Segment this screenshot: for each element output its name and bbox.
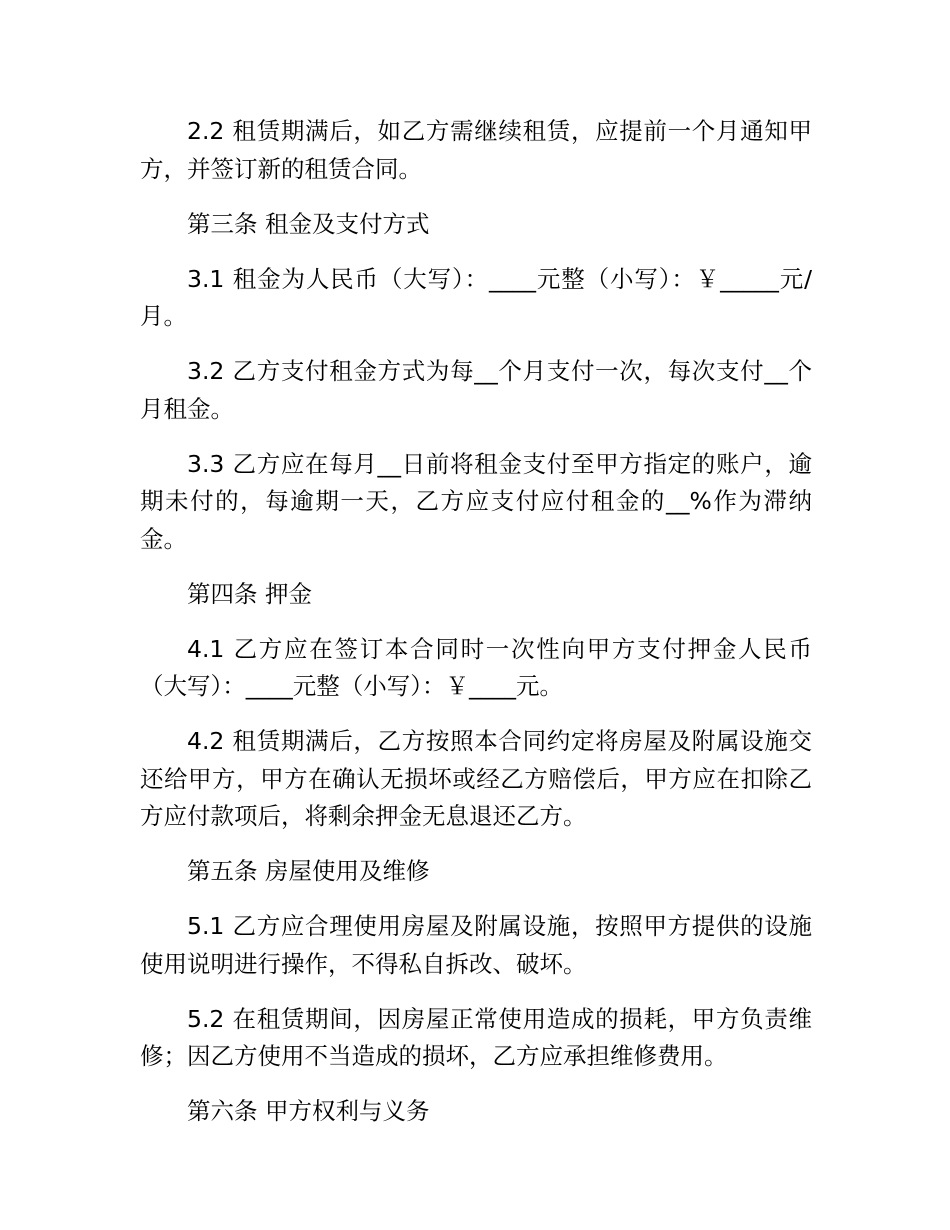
clause-2-2: 2.2 租赁期满后，如乙方需继续租赁，应提前一个月通知甲方，并签订新的租赁合同。	[140, 117, 812, 183]
section-heading-article-3: 第三条 租金及支付方式	[187, 209, 430, 238]
clause-3-2: 3.2 乙方支付租金方式为每__个月支付一次，每次支付__个月租金。	[140, 357, 812, 423]
section-heading-article-6: 第六条 甲方权利与义务	[187, 1097, 430, 1125]
clause-3-3: 3.3 乙方应在每月__日前将租金支付至甲方指定的账户，逾期未付的，每逾期一天，乙方应支付应付租金的__%作为滞纳金。	[140, 449, 812, 553]
clause-5-2: 5.2 在租赁期间，因房屋正常使用造成的损耗，甲方负责维修；因乙方使用不当造成的损坏，乙方应承担维修费用。	[140, 1004, 812, 1070]
document-body	[140, 113, 812, 1148]
section-heading-article-5: 第五条 房屋使用及维修	[187, 857, 430, 885]
clause-5-1: 5.1 乙方应合理使用房屋及附属设施，按照甲方提供的设施使用说明进行操作，不得私自拆改、破坏。	[140, 912, 812, 978]
clause-3-1: 3.1 租金为人民币（大写）：____元整（小写）：￥_____元/月。	[140, 264, 812, 330]
clause-4-2: 4.2 租赁期满后，乙方按照本合同约定将房屋及附属设施交还给甲方，甲方在确认无损坏或经乙方赔偿后，甲方应在扣除乙方应付款项后，将剩余押金无息退还乙方。	[140, 727, 812, 830]
section-heading-article-4: 第四条 押金	[187, 579, 312, 608]
clause-4-1: 4.1 乙方应在签订本合同时一次性向甲方支付押金人民币（大写）：____元整（小写）：￥____元。	[140, 634, 812, 700]
